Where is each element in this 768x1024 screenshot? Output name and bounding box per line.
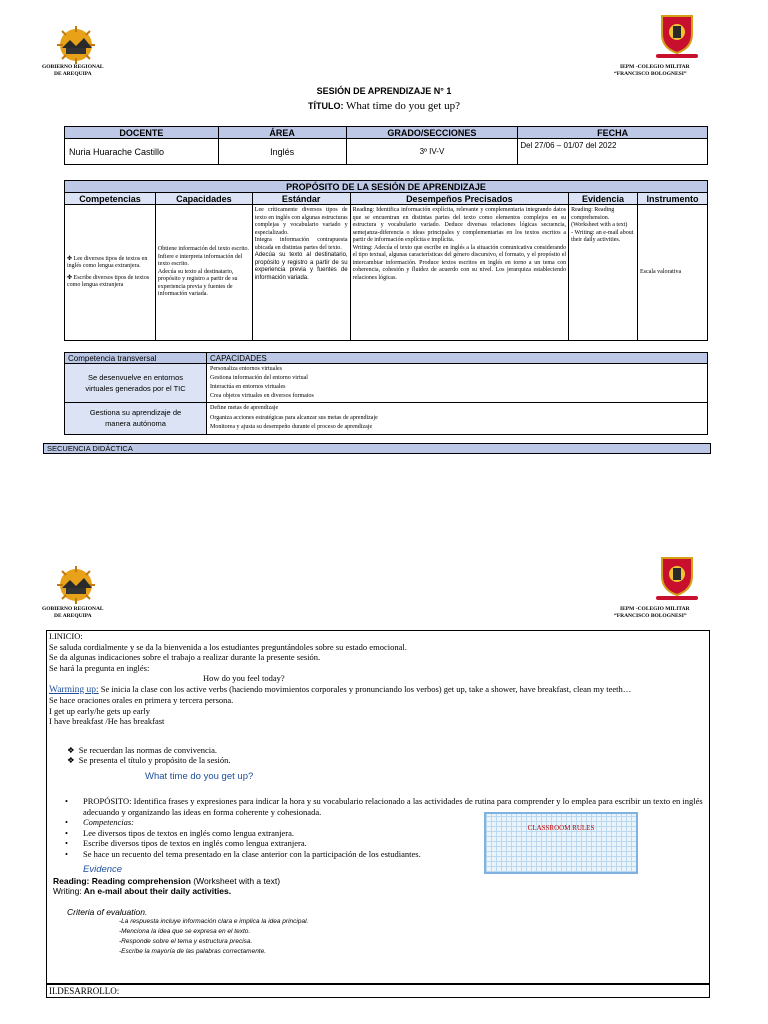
criteria-item: -Responde sobre el tema y estructura precisa. xyxy=(119,938,253,945)
inicio-line: I get up early/he gets up early xyxy=(49,705,151,716)
capacidad-line: Crea objetos virtuales en diversos formatos xyxy=(210,393,314,399)
col-desempenos: Desempeños Precisados xyxy=(350,193,569,205)
writing-label: Writing: xyxy=(53,886,82,896)
criteria-title: Criteria of evaluation. xyxy=(67,906,148,917)
bullet-text: Se presenta el título y propósito de la sesión. xyxy=(78,755,231,765)
left-logo xyxy=(40,566,120,620)
evidencia-item: Reading: Reading comprehension. (Worksheet with a text) xyxy=(571,207,628,228)
dot-bullet-icon: • xyxy=(65,848,68,859)
estandar-item: Integra información contrapuesta ubicada en distintas partes del texto. xyxy=(254,237,348,251)
reading-label: Reading: Reading comprehension xyxy=(53,875,191,886)
competencias-text: Lee diversos tipos de textos en inglés como lengua extranjera. xyxy=(83,827,295,838)
evidencia-item: - Writing: an e-mail about their daily activities. xyxy=(571,229,634,243)
docente-value: Nuria Huarache Castillo xyxy=(65,139,219,165)
right-logo-line1: IEPM -COLEGIO MILITAR xyxy=(620,606,690,612)
regional-government-emblem-icon xyxy=(54,566,98,604)
transversal-capacidades xyxy=(207,364,708,403)
inicio-section xyxy=(46,630,710,984)
military-school-shield-icon xyxy=(660,554,694,596)
info-table xyxy=(64,126,708,165)
subtitle-value: What time do you get up? xyxy=(346,100,460,112)
right-logo xyxy=(610,12,710,76)
warming-up-text: Se inicia la clase con los active verbs (haciendo movimientos corporales y pronunciando los verbos) get up, take a shower, have breakfast, clean my teeth… xyxy=(98,683,632,694)
diamond-bullet-icon: ❖ xyxy=(67,744,75,755)
criteria-item: -Escribe la mayoría de las palabras correctamente. xyxy=(119,948,267,955)
page-title: SESIÓN DE APRENDIZAJE N° 1 xyxy=(316,86,452,96)
right-logo-ribbon xyxy=(656,54,698,58)
inicio-line: Se hará la pregunta en inglés: xyxy=(49,662,150,673)
transversal-header: Competencia transversal xyxy=(65,353,207,364)
transversal-competencia: Gestiona su aprendizaje de manera autónoma xyxy=(65,403,207,435)
grado-value: 3º IV-V xyxy=(346,139,518,165)
competencia-item: ✤ Escribe diversos tipos de textos como lengua extranjera xyxy=(67,274,150,288)
writing-rest: An e-mail about their daily activities. xyxy=(81,886,232,896)
bullet-item xyxy=(47,755,709,766)
left-logo-line1: GOBIERNO REGIONAL xyxy=(42,606,104,612)
capacidad-line: Interactúa en entornos virtuales xyxy=(210,384,286,390)
desarrollo-section xyxy=(46,984,710,998)
capacidades-cell xyxy=(155,205,252,341)
desempeno-item: Writing: Adecúa el texto que escribe en inglés a la situación comunicativa considerando el tipo textual, algunas características del género discursivo, el formato, y el propósito el intercambiar información. Produce textos escritos en inglés en torno a un tema con coherencia, cohesión y fluidez de acuerdo con su nivel. Los jerarquiza estableciendo relaciones lógicas. xyxy=(352,244,567,281)
capacidad-item: Obtiene información del texto escrito. xyxy=(157,246,250,253)
header-grado: GRADO/SECCIONES xyxy=(346,127,518,139)
col-evidencia: Evidencia xyxy=(569,193,638,205)
bullet-item xyxy=(47,745,709,756)
competencias-text: Escribe diversos tipos de textos en inglés como lengua extranjera. xyxy=(83,838,307,848)
dot-bullet-icon: • xyxy=(65,838,68,848)
header-docente: DOCENTE xyxy=(65,127,219,139)
right-logo-line2: “FRANCISCO BOLOGNESI” xyxy=(614,71,687,77)
competencia-item: ✤ Lee diversos tipos de textos en inglés como lengua extranjera. xyxy=(67,255,148,269)
capacidad-line: Organiza acciones estratégicas para alcanzar sus metas de aprendizaje xyxy=(210,414,378,421)
inicio-line: Se da algunas indicaciones sobre el trabajo a realizar durante la presente sesión. xyxy=(49,652,321,662)
instrumento-cell: Escala valorativa xyxy=(638,205,708,341)
fecha-value: Del 27/06 – 01/07 del 2022 xyxy=(518,139,708,165)
capacidad-line: Gestiona información del entorno virtual xyxy=(210,375,308,381)
estandar-item: Adecúa su texto al destinatario, propósito y registro a partir de su experiencia previa y fuentes de información variada. xyxy=(254,252,348,281)
estandar-item: Lee críticamente diversos tipos de texto en inglés con algunas estructuras complejas y vocabulario variado y especializado. xyxy=(254,207,348,236)
warming-up-line xyxy=(47,684,709,696)
warmup-question: How do you feel today? xyxy=(203,673,285,683)
transversal-competencia: Se desenvuelve en entornos virtuales generados por el TIC xyxy=(65,364,207,403)
criteria-item: -La respuesta incluye información clara e implica la idea principal. xyxy=(119,918,309,925)
capacidad-line: Define metas de aprendizaje xyxy=(210,405,279,411)
proposito-text: PROPÓSITO: Identifica frases y expresiones para indicar la hora y su vocabulario relacionado a las actividades de rutina para comprender y lo emplea para escribir un texto en inglés adecuando y organizando las ideas en forma coherente y cohesionada. xyxy=(83,796,703,817)
dot-bullet-icon: • xyxy=(65,827,68,838)
left-logo-line1: GOBIERNO REGIONAL xyxy=(42,64,104,70)
competencias-text: Se hace un recuento del tema presentado en la clase anterior con la participación de los estudiantes. xyxy=(83,848,421,859)
right-logo-ribbon xyxy=(656,596,698,600)
bullet-text: Se recuerdan las normas de convivencia. xyxy=(78,744,218,755)
regional-government-emblem-icon xyxy=(54,26,98,64)
capacidad-item: Adecúa su texto al destinatario, propósito y registro a partir de su experiencia previa y fuentes de información variada. xyxy=(157,268,238,298)
evidence-title: Evidence xyxy=(83,864,123,875)
desempenos-cell xyxy=(350,205,569,341)
secuencia-didactica: SECUENCIA DIDÁCTICA xyxy=(43,443,711,454)
col-capacidades: Capacidades xyxy=(155,193,252,205)
transversal-capacidades xyxy=(207,403,708,435)
left-logo xyxy=(40,26,120,80)
capacidad-line: Personaliza entornos virtuales xyxy=(210,366,282,372)
warming-up-label: Warming up: xyxy=(49,684,99,695)
capacidades-header: CAPACIDADES xyxy=(207,353,708,364)
purpose-title: PROPÓSITO DE LA SESIÓN DE APRENDIZAJE xyxy=(65,181,708,193)
competencias-label: Competencias: xyxy=(83,817,134,827)
inicio-line: Se hace oraciones orales en primera y tercera persona. xyxy=(49,695,234,705)
dot-bullet-icon: • xyxy=(65,817,68,827)
military-school-shield-icon xyxy=(660,12,694,54)
inicio-line: I have breakfast /He has breakfast xyxy=(49,716,165,726)
right-logo-line2: “FRANCISCO BOLOGNESI” xyxy=(614,613,687,619)
transversal-table xyxy=(64,352,708,435)
writing-evidence xyxy=(47,886,709,897)
diamond-bullet-icon: ❖ xyxy=(67,755,75,765)
col-instrumento: Instrumento xyxy=(638,193,708,205)
area-value: Inglés xyxy=(218,139,346,165)
inicio-heading: I.INICIO: xyxy=(49,631,83,641)
left-logo-line2: DE AREQUIPA xyxy=(54,613,92,619)
competencias-cell xyxy=(65,205,156,341)
capacidad-line: Monitorea y ajusta su desempeño durante el proceso de aprendizaje xyxy=(210,424,373,430)
reading-rest: (Worksheet with a text) xyxy=(190,875,281,886)
desarrollo-heading: II.DESARROLLO: xyxy=(49,986,120,996)
col-estandar: Estándar xyxy=(252,193,350,205)
inicio-line: Se saluda cordialmente y se da la bienvenida a los estudiantes preguntándoles sobre su estado emocional. xyxy=(49,641,407,652)
right-logo xyxy=(610,554,710,620)
evidencia-cell xyxy=(569,205,638,341)
purpose-table xyxy=(64,180,708,341)
header-area: ÁREA xyxy=(218,127,346,139)
right-logo-line1: IEPM -COLEGIO MILITAR xyxy=(620,64,690,70)
classroom-rules-title: CLASSROOM RULES xyxy=(527,824,595,832)
header-fecha: FECHA xyxy=(518,127,708,139)
col-competencias: Competencias xyxy=(65,193,156,205)
subtitle-label: TÍTULO: xyxy=(307,101,344,111)
capacidad-item: Infiere e interpreta información del texto escrito. xyxy=(157,253,243,268)
classroom-rules-image xyxy=(484,812,638,874)
desempeno-item: Reading: Identifica información explícita, relevante y complementaria integrando datos que se encuentran en distintas partes del texto como elementos complejos en su estructura y vocabulario variado. Deduce diversas relaciones lógicas secuencia, semejanza-diferencia o ideas principales y complementarias en los textos escritos a partir de información explícita e implícita. xyxy=(352,207,567,243)
reading-evidence xyxy=(47,876,709,887)
session-title: What time do you get up? xyxy=(145,770,254,782)
left-logo-line2: DE AREQUIPA xyxy=(54,71,92,77)
criteria-item: -Menciona la idea que se expresa en el texto. xyxy=(119,928,251,935)
dot-bullet-icon: • xyxy=(65,796,68,806)
estandar-cell xyxy=(252,205,350,341)
page-subtitle xyxy=(0,100,768,112)
